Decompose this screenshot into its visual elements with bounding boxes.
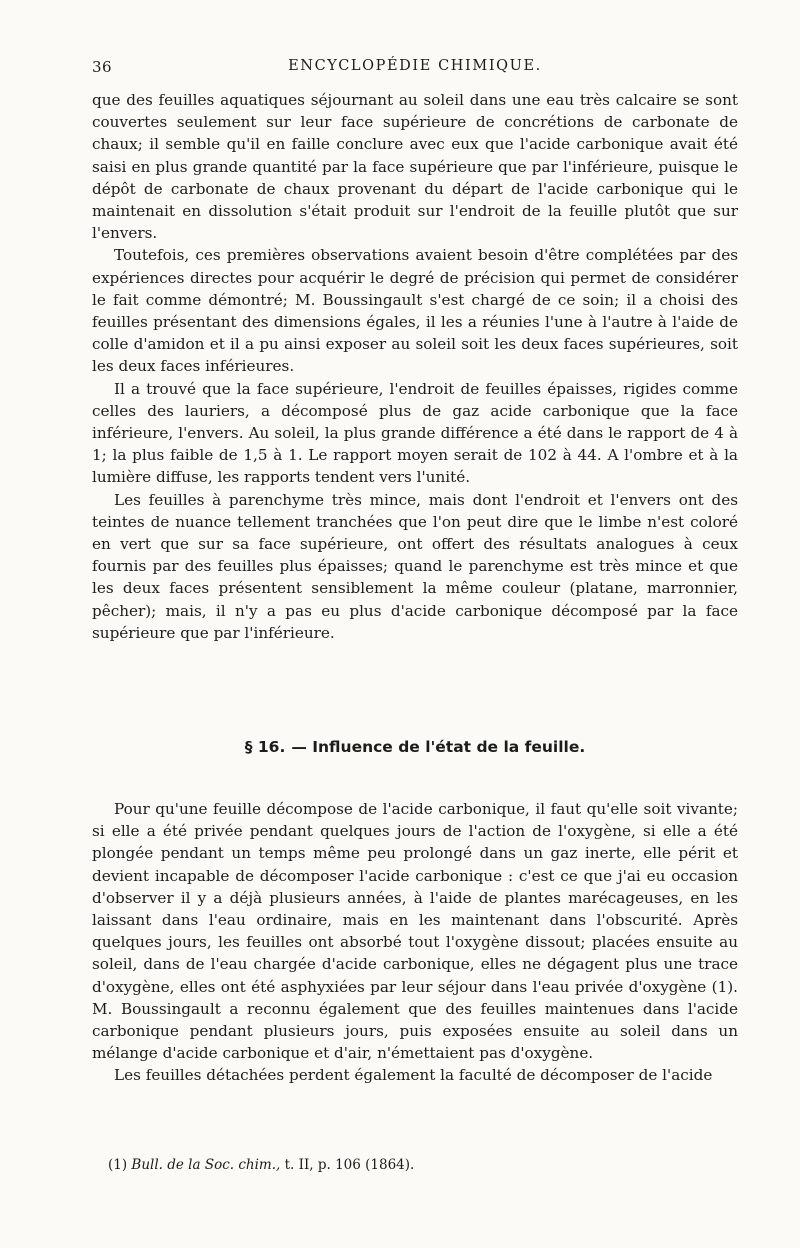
- footnote-source: Bull. de la Soc. chim.,: [131, 1157, 281, 1173]
- body-text-bottom: [92, 798, 738, 1087]
- page-number: 36: [92, 58, 113, 76]
- paragraph: Toutefois, ces premières observations avaient besoin d'être complétées par des expériences directes pour acquérir le degré de précision qui permet de considérer le fait comme démontré; M. Boussingault s'est chargé de ce soin; il a choisi des feuilles présentant des dimensions égales, il les a réunies l'une à l'autre à l'aide de colle d'amidon et il a pu ainsi exposer au soleil soit les deux faces supérieures, soit les deux faces inférieures.: [92, 246, 738, 376]
- paragraph: Pour qu'une feuille décompose de l'acide carbonique, il faut qu'elle soit vivante; si elle a été privée pendant quelques jours de l'action de l'oxygène, si elle a été plongée pendant un temps même peu prolongé dans un gaz inerte, elle périt et devient incapable de décomposer l'acide carbonique : c'est ce que j'ai eu occasion d'observer il y a déjà plusieurs années, à l'aide de plantes marécageuses, en les laissant dans l'eau ordinaire, mais en les maintenant dans l'obscurité. Après quelques jours, les feuilles ont absorbé tout l'oxygène dissout; placées ensuite au soleil, dans de l'eau chargée d'acide carbonique, elles ne dégagent plus une trace d'oxygène, elles ont été asphyxiées par leur séjour dans l'eau privée d'oxygène (1). M. Boussingault a reconnu également que des feuilles maintenues dans l'acide carbonique pendant plusieurs jours, puis exposées ensuite au soleil dans un mélange d'acide carbonique et d'air, n'émettaient pas d'oxygène.: [92, 800, 738, 1063]
- footnote-marker: (1): [108, 1157, 128, 1173]
- section-number: § 16.: [244, 738, 286, 756]
- running-header: [92, 58, 738, 78]
- paragraph: Les feuilles à parenchyme très mince, mais dont l'endroit et l'envers ont des teintes de nuance tellement tranchées que l'on peut dire que le limbe n'est coloré en vert que sur sa face supérieure, ont offert des résultats analogues à ceux fournis par des feuilles plus épaisses; quand le parenchyme est très mince et que les deux faces présentent sensiblement la même couleur (platane, marronnier, pêcher); mais, il n'y a pas eu plus d'acide carbonique décomposé par la face supérieure que par l'inférieure.: [92, 490, 738, 642]
- section-title: — Influence de l'état de la feuille.: [291, 738, 586, 756]
- body-text-top: [92, 89, 738, 644]
- paragraph: que des feuilles aquatiques séjournant au soleil dans une eau très calcaire se sont couvertes seulement sur leur face supérieure de concrétions de carbonate de chaux; il semble qu'il en faille conclure avec eux que l'acide carbonique avait été saisi en plus grande quantité par la face supérieure que par l'inférieure, puisque le dépôt de carbonate de chaux provenant du départ de l'acide carbonique qui le maintenait en dissolution s'était produit sur l'endroit de la feuille plutôt que sur l'envers.: [92, 91, 738, 243]
- footnote-details: t. II, p. 106 (1864).: [284, 1157, 415, 1173]
- footnote: [108, 1157, 728, 1173]
- running-title: ENCYCLOPÉDIE CHIMIQUE.: [288, 58, 542, 74]
- paragraph: Les feuilles détachées perdent également la faculté de décomposer de l'acide: [114, 1066, 713, 1085]
- paragraph: Il a trouvé que la face supérieure, l'endroit de feuilles épaisses, rigides comme celles des lauriers, a décomposé plus de gaz acide carbonique que la face inférieure, l'envers. Au soleil, la plus grande différence a été dans le rapport de 4 à 1; la plus faible de 1,5 à 1. Le rapport moyen serait de 102 à 44. A l'ombre et à la lumière diffuse, les rapports tendent vers l'unité.: [92, 379, 738, 487]
- section-heading: [92, 738, 738, 756]
